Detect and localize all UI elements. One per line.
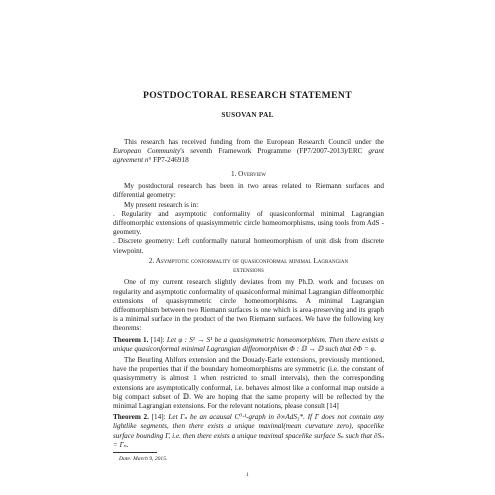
- funding-text-mid: 's seventh Framework Programme (FP7/2007-2013)/ERC: [180, 147, 369, 156]
- theorem-2: [113, 413, 384, 450]
- overview-section: [113, 170, 384, 256]
- theorem-2-cite: [14]:: [148, 413, 166, 422]
- section-heading-asymptotic: 2. Asymptotic conformality of quasiconformal minimal Lagrangian: [148, 257, 349, 265]
- overview-item-discrete: . Discrete geometry: Left conformally natural homeomorphism of unit disk from discrete viewpoint.: [113, 237, 384, 255]
- funding-paragraph: [113, 138, 384, 166]
- asymptotic-section: [113, 257, 384, 450]
- footnote-rule: [113, 452, 157, 453]
- theorem-1-text: Let φ : S¹ → S¹ be a quasisymmetric homeomorphism. Then there exists a unique quasiconformal minimal Lagrangian diffeomorphism Φ : 𝔻 → 𝔻 such that ∂Φ = φ.: [113, 335, 384, 353]
- overview-paragraph-2: My present research is in:: [124, 200, 199, 209]
- page-title: POSTDOCTORAL RESEARCH STATEMENT: [142, 90, 353, 101]
- section2-paragraph: One of my current research slightly deviates from my Ph.D. work and focuses on regularity and asymptotic conformality of quasiconformal minimal Lagrangian diffeomorphic extensions of quasisymmetric circle homeomorphisms. A minimal Lagrangian diffeomorphism between two Riemann surfaces is one which is area-preserving and its graph is a minimal surface in the product of the two Riemann surfaces. We have the following key theorems:: [113, 278, 384, 333]
- theorem-2-text: Let Γₙ be an acausal C⁰·¹-graph in ∂∞AdS₃*. If Γ does not contain any lightlike segments, then there exists a unique maximal(mean curvature zero), spacelike surface bounding Γ, i.e. then there exists a unique maximal spacelike surface Sₙ such that ∂Sₙ = Γₙ.: [113, 413, 384, 449]
- ahlfors-paragraph: The Beurling Ahlfors extension and the Douady-Earle extensions, previously mentioned, have the properties that if the boundary homeomorphisms are symmetric (i.e. the constant of quasisymmetry is almost 1 when restricted to small intervals), then the corresponding extensions are asymptotically conformal, i.e. behaves almost like a conformal map outside a big compact subset of 𝔻. We are hoping that the same property will be reflected by the minimal Lagrangian extensions. For the relevant notations, please consult [14]: [113, 356, 384, 411]
- funding-text-end: ° FP7-246918: [148, 156, 189, 165]
- theorem-1: [113, 336, 384, 354]
- overview-item-regularity: . Regularity and asymptotic conformality of quasiconformal minimal Lagrangian diffeomorphic extensions of quasisymmetric circle homeomorphisms, using tools from AdS -geometry.: [113, 209, 384, 237]
- section-heading-asymptotic-cont: extensions: [233, 266, 264, 275]
- section-heading-overview: 1. Overview: [230, 170, 267, 178]
- page-number: 1: [246, 472, 249, 478]
- funding-text-start: This research has received funding from the European Research Council under the: [124, 138, 384, 146]
- theorem-1-cite: [14]:: [148, 335, 165, 344]
- footnote-date: Date: March 9, 2015.: [119, 456, 168, 462]
- theorem-1-label: Theorem 1.: [113, 335, 149, 344]
- author-name: SUSOVAN PAL: [221, 111, 274, 119]
- funding-grant: grant agreement n: [113, 147, 384, 165]
- funding-community: European Community: [113, 147, 181, 156]
- overview-paragraph-1: My postdoctoral research has been in two areas related to Riemann surfaces and differential geometry:: [113, 182, 384, 200]
- theorem-2-label: Theorem 2.: [113, 413, 149, 422]
